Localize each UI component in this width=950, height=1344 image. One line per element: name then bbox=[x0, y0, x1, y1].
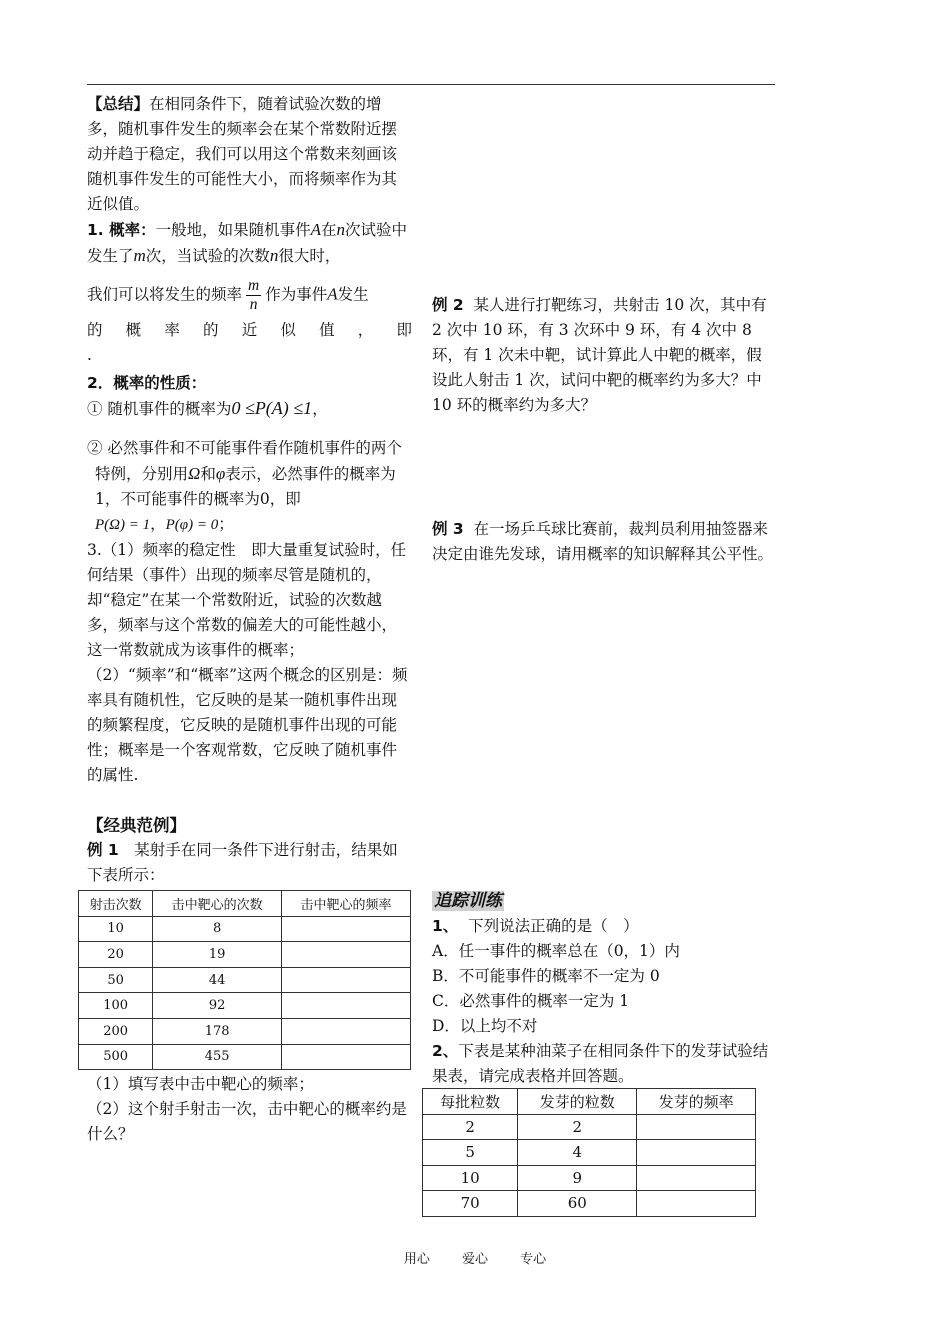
value-one: 1 bbox=[95, 490, 105, 508]
table-cell bbox=[637, 1191, 756, 1217]
table-cell: 100 bbox=[79, 993, 153, 1019]
table-row bbox=[423, 1191, 756, 1217]
symbol-omega: Ω bbox=[188, 464, 201, 483]
property-2-text: 表示，必然事件的概率为 bbox=[225, 465, 396, 483]
option-b: B．不可能事件的概率不一定为 0 bbox=[432, 967, 660, 985]
table-row bbox=[423, 1140, 756, 1166]
table-header-cell: 击中靶心的频率 bbox=[282, 891, 411, 917]
footer-word: 用心 bbox=[403, 1252, 430, 1267]
table-cell: 8 bbox=[153, 916, 282, 942]
fraction-m-over-n bbox=[246, 277, 261, 314]
table-cell: 2 bbox=[518, 1114, 637, 1140]
definition-frequency-line bbox=[87, 277, 412, 314]
example-1 bbox=[87, 838, 412, 888]
def2-label: 2．概率的性质： bbox=[87, 374, 207, 392]
tracking-question-2 bbox=[432, 1039, 777, 1089]
def1-text: 一般地，如果随机事件 bbox=[155, 221, 311, 239]
table-header-row bbox=[423, 1089, 756, 1115]
table-cell: 4 bbox=[518, 1140, 637, 1166]
header-rule bbox=[87, 84, 775, 85]
summary-label: 【总结】 bbox=[87, 95, 150, 113]
separator: ， bbox=[150, 515, 166, 533]
example-3-text: 在一场乒乓球比赛前，裁判员利用抽签器来决定由谁先发球，请用概率的知识解释其公平性。 bbox=[432, 520, 774, 563]
footer-word: 爱心 bbox=[461, 1252, 488, 1267]
table-cell: 5 bbox=[423, 1140, 518, 1166]
table-cell bbox=[637, 1140, 756, 1166]
table-cell: 200 bbox=[79, 1018, 153, 1044]
tracking-title: 追踪训练 bbox=[434, 891, 502, 911]
table-row bbox=[79, 916, 411, 942]
question-1-text: 下列说法正确的是（ ） bbox=[468, 917, 639, 935]
table-cell bbox=[282, 1044, 411, 1070]
option-a: A．任一事件的概率总在（0，1）内 bbox=[432, 942, 680, 960]
fraction-denominator: n bbox=[249, 296, 258, 313]
table-row bbox=[423, 1114, 756, 1140]
property-2-text: ，不可能事件的概率为 bbox=[104, 490, 260, 508]
table-row bbox=[79, 1044, 411, 1070]
properties-heading bbox=[87, 371, 412, 396]
example-1-question-1: （1）填写表中击中靶心的频率； bbox=[87, 1075, 314, 1093]
option-d: D．以上均不对 bbox=[432, 1017, 538, 1035]
symbol-phi: φ bbox=[215, 464, 226, 483]
def1-text: 很大时， bbox=[278, 247, 341, 265]
summary-text: 在相同条件下，随着试验次数的增多，随机事件发生的频率会在某个常数附近摆动并趋于稳定，我们可以用这个常数来刻画该随机事件发生的可能性大小，而将频率作为其近似值。 bbox=[87, 95, 398, 213]
var-A: A bbox=[327, 284, 338, 304]
formula-certain-event: P(Ω) = 1 bbox=[95, 517, 151, 533]
example-1-questions bbox=[87, 1072, 412, 1147]
table-cell: 9 bbox=[518, 1165, 637, 1191]
var-n: n bbox=[336, 220, 345, 239]
table-cell: 92 bbox=[153, 993, 282, 1019]
example-2 bbox=[432, 293, 777, 418]
table-cell: 19 bbox=[153, 942, 282, 968]
table-cell bbox=[282, 1018, 411, 1044]
def1-text: 发生 bbox=[337, 285, 369, 304]
value-zero: 0 bbox=[259, 490, 270, 508]
question-2-text: 下表是某种油菜子在相同条件下的发芽试验结果表，请完成表格并回答题。 bbox=[432, 1042, 769, 1085]
example-1-question-2: （2）这个射手射击一次，击中靶心的概率约是什么？ bbox=[87, 1100, 407, 1143]
table-cell: 10 bbox=[423, 1165, 518, 1191]
table-row bbox=[79, 1018, 411, 1044]
property-2-text: ② 必然事件和不可能事件看作随机事件的两个特例，分别用 bbox=[87, 439, 402, 483]
table-cell: 70 bbox=[423, 1191, 518, 1217]
definition-approx-line: 的 概 率 的 近 似 值 ， 即 bbox=[87, 321, 412, 339]
property-2-text: ，即 bbox=[269, 490, 301, 508]
property-1-text: ① 随机事件的概率为 bbox=[87, 400, 232, 418]
left-column bbox=[87, 92, 412, 888]
var-A: A bbox=[310, 220, 321, 239]
var-m: m bbox=[133, 246, 146, 265]
definition-probability bbox=[87, 217, 412, 269]
question-1-label: 1、 bbox=[432, 917, 459, 935]
stability-paragraph: 3.（1）频率的稳定性 即大量重复试验时，任何结果（事件）出现的频率尽管是随机的，却“稳定”在某一个常数附近，试验的次数越多，频率与这个常数的偏差大的可能性越小，这一常数就成为该事件的概率； bbox=[87, 541, 407, 659]
table-header-cell: 击中靶心的次数 bbox=[153, 891, 282, 917]
table-cell bbox=[282, 967, 411, 993]
table-cell bbox=[282, 916, 411, 942]
footer-word: 专心 bbox=[520, 1252, 547, 1267]
table-cell bbox=[637, 1114, 756, 1140]
def1-label: 1. 概率： bbox=[87, 221, 156, 239]
property-2-end: ； bbox=[218, 515, 234, 533]
def1-text: 次试验中发生了 bbox=[87, 221, 408, 265]
example-2-text: 某人进行打靶练习，共射击 10 次，其中有 2 次中 10 环，有 3 次环中 9 环，有 4 次中 8 环，有 1 次未中靶，试计算此人中靶的概率，假设此人射击 1 次，试问中靶的概率约为多大？中 10 环的概率约为多大？ bbox=[432, 296, 767, 414]
example-3 bbox=[432, 517, 777, 567]
definition-end: . bbox=[87, 346, 92, 364]
formula-probability-range: 0 ≤P(A) ≤1 bbox=[231, 398, 313, 418]
table-cell: 50 bbox=[79, 967, 153, 993]
table-cell: 10 bbox=[79, 916, 153, 942]
example-2-label: 例 2 bbox=[432, 296, 464, 314]
table-cell bbox=[637, 1165, 756, 1191]
def1-text: 在 bbox=[320, 221, 337, 239]
table-row bbox=[79, 942, 411, 968]
page-footer bbox=[0, 1248, 950, 1267]
property-2 bbox=[87, 436, 412, 538]
table-cell: 178 bbox=[153, 1018, 282, 1044]
table-cell: 455 bbox=[153, 1044, 282, 1070]
table-cell: 2 bbox=[423, 1114, 518, 1140]
table-cell: 20 bbox=[79, 942, 153, 968]
example-1-label: 例 1 bbox=[87, 841, 119, 859]
difference-paragraph: （2）“频率”和“概率”这两个概念的区别是：频率具有随机性，它反映的是某一随机事件出现的频繁程度，它反映的是随机事件出现的可能性；概率是一个客观常数，它反映了随机事件的属性. bbox=[87, 666, 408, 784]
tracking-section bbox=[432, 889, 777, 1089]
summary-paragraph bbox=[87, 92, 412, 217]
table-header-cell: 发芽的粒数 bbox=[518, 1089, 637, 1115]
table-row bbox=[423, 1165, 756, 1191]
examples-title: 【经典范例】 bbox=[87, 816, 186, 835]
question-2-label: 2、 bbox=[432, 1042, 459, 1060]
table-cell: 60 bbox=[518, 1191, 637, 1217]
option-c: C．必然事件的概率一定为 1 bbox=[432, 992, 630, 1010]
table-header-row bbox=[79, 891, 411, 917]
fraction-numerator: m bbox=[248, 277, 260, 294]
property-1-end: ， bbox=[312, 400, 328, 418]
table-row bbox=[79, 967, 411, 993]
var-n: n bbox=[269, 246, 279, 265]
table-cell bbox=[282, 993, 411, 1019]
table-header-cell: 射击次数 bbox=[79, 891, 153, 917]
def1-text: 我们可以将发生的频率 bbox=[87, 285, 243, 304]
table-cell: 44 bbox=[153, 967, 282, 993]
table-row bbox=[79, 993, 411, 1019]
property-1 bbox=[87, 396, 412, 422]
example-1-text: 某射手在同一条件下进行射击，结果如下表所示： bbox=[87, 841, 398, 884]
example-3-label: 例 3 bbox=[432, 520, 464, 538]
def1-text: 次，当试验的次数 bbox=[145, 247, 270, 265]
property-2-text: 和 bbox=[200, 465, 216, 483]
table-cell: 500 bbox=[79, 1044, 153, 1070]
table-header-cell: 发芽的频率 bbox=[637, 1089, 756, 1115]
table-header-cell: 每批粒数 bbox=[423, 1089, 518, 1115]
shooting-table bbox=[78, 890, 411, 1070]
formula-impossible-event: P(φ) = 0 bbox=[165, 517, 219, 533]
germination-table bbox=[422, 1088, 756, 1217]
def1-text: 作为事件 bbox=[265, 285, 328, 304]
tracking-question-1 bbox=[432, 914, 777, 939]
table-cell bbox=[282, 942, 411, 968]
